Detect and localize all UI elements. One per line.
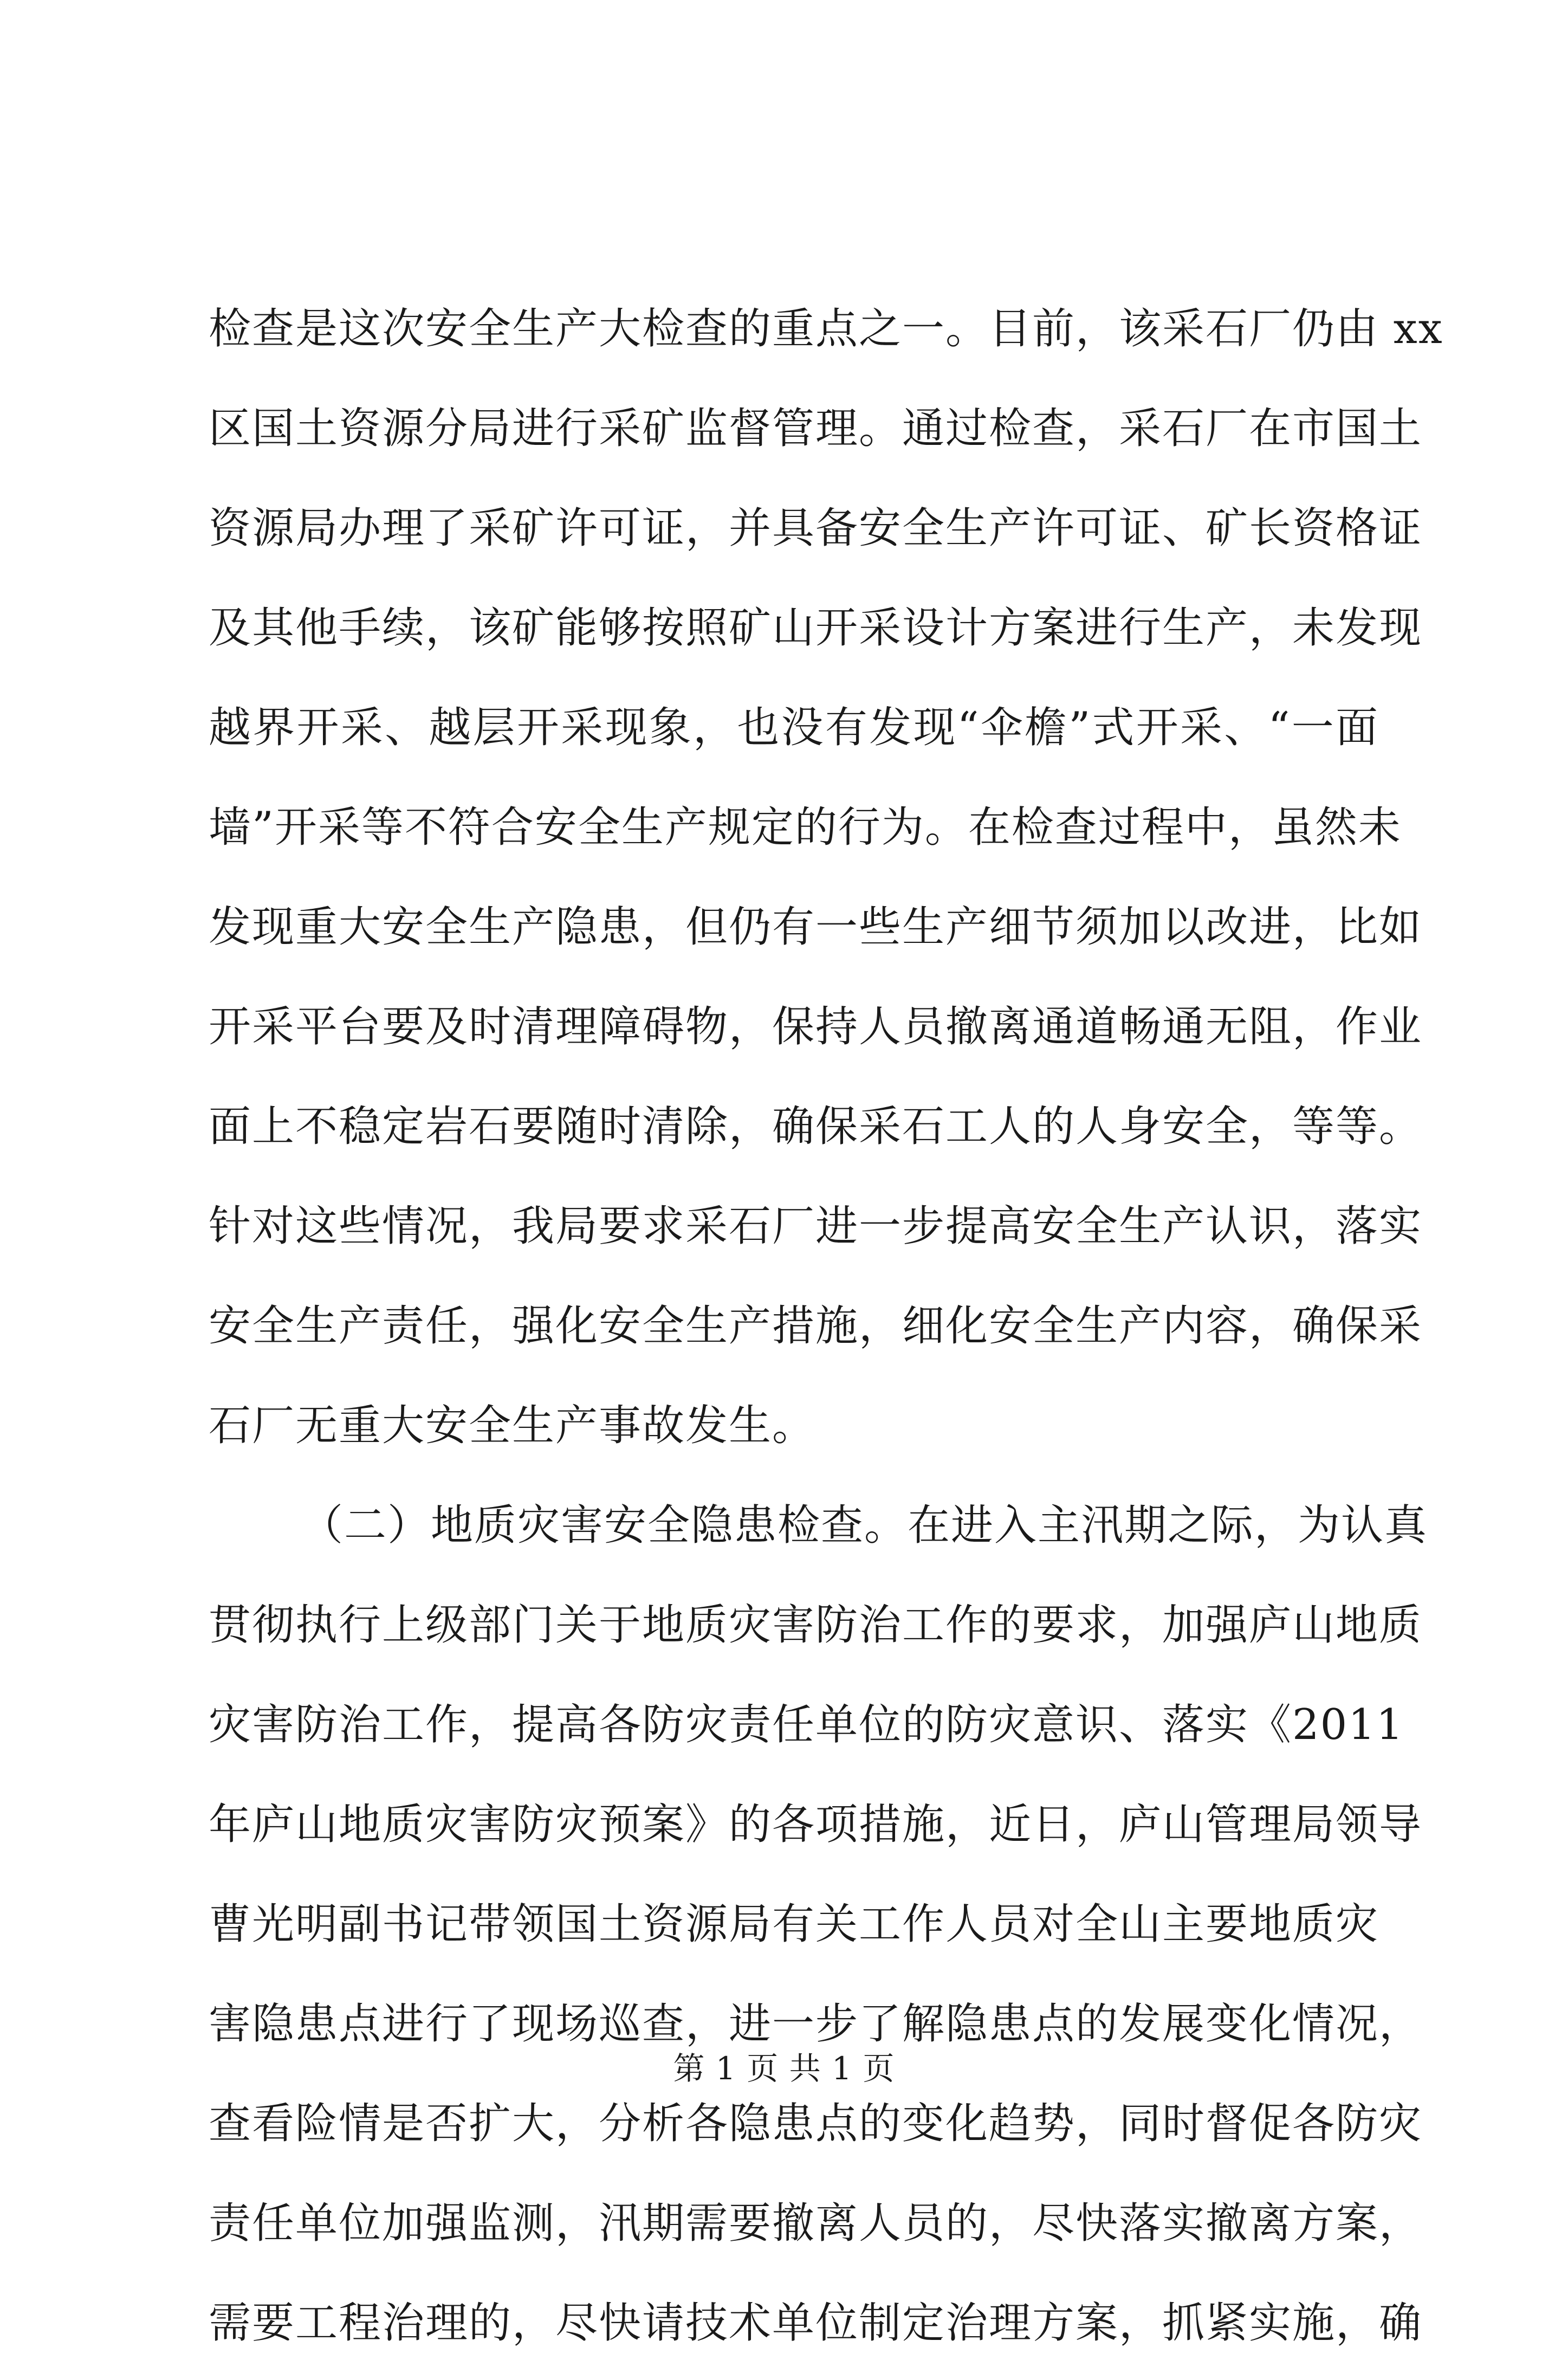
- text-line: 发现重大安全生产隐患，但仍有一些生产细节须加以改进，比如: [209, 903, 1423, 952]
- text-line: 安全生产责任，强化安全生产措施，细化安全生产内容，确保采: [209, 1302, 1423, 1350]
- text-line: 曹光明副书记带领国土资源局有关工作人员对全山主要地质灾: [209, 1900, 1379, 1949]
- text-line: 贯彻执行上级部门关于地质灾害防治工作的要求，加强庐山地质: [209, 1601, 1423, 1650]
- text-line: 开采平台要及时清理障碍物，保持人员撤离通道畅通无阻，作业: [209, 1003, 1423, 1051]
- text-line: 石厂无重大安全生产事故发生。: [209, 1401, 816, 1450]
- page-footer: 第 1 页 共 1 页: [673, 2050, 895, 2087]
- text-line: 年庐山地质灾害防灾预案》的各项措施，近日，庐山管理局领导: [209, 1800, 1423, 1849]
- text-line: 针对这些情况，我局要求采石厂进一步提高安全生产认识，落实: [209, 1202, 1423, 1251]
- text-line: 墙”开采等不符合安全生产规定的行为。在检查过程中，虽然未: [209, 803, 1402, 852]
- text-line: 检查是这次安全生产大检查的重点之一。目前，该采石厂仍由 xx: [209, 305, 1443, 353]
- text-line: 资源局办理了采矿许可证，并具备安全生产许可证、矿长资格证: [209, 504, 1423, 553]
- text-line: 查看险情是否扩大，分析各隐患点的变化趋势，同时督促各防灾: [209, 2099, 1423, 2148]
- text-line: 害隐患点进行了现场巡查，进一步了解隐患点的发展变化情况，: [209, 2000, 1423, 2048]
- section-heading-line: （二）地质灾害安全隐患检查。在进入主汛期之际，为认真: [301, 1501, 1428, 1550]
- text-line: 灾害防治工作，提高各防灾责任单位的防灾意识、落实《2011: [209, 1700, 1404, 1749]
- text-line: 需要工程治理的，尽快请技术单位制定治理方案，抓紧实施，确: [209, 2299, 1423, 2348]
- text-line: 面上不稳定岩石要随时清除，确保采石工人的人身安全，等等。: [209, 1102, 1423, 1151]
- text-line: 区国土资源分局进行采矿监督管理。通过检查，采石厂在市国土: [209, 404, 1423, 453]
- text-line: 责任单位加强监测，汛期需要撤离人员的，尽快落实撤离方案，: [209, 2199, 1423, 2248]
- text-line: 越界开采、越层开采现象，也没有发现“伞檐”式开采、“一面: [209, 703, 1379, 752]
- text-line: 及其他手续，该矿能够按照矿山开采设计方案进行生产，未发现: [209, 604, 1423, 652]
